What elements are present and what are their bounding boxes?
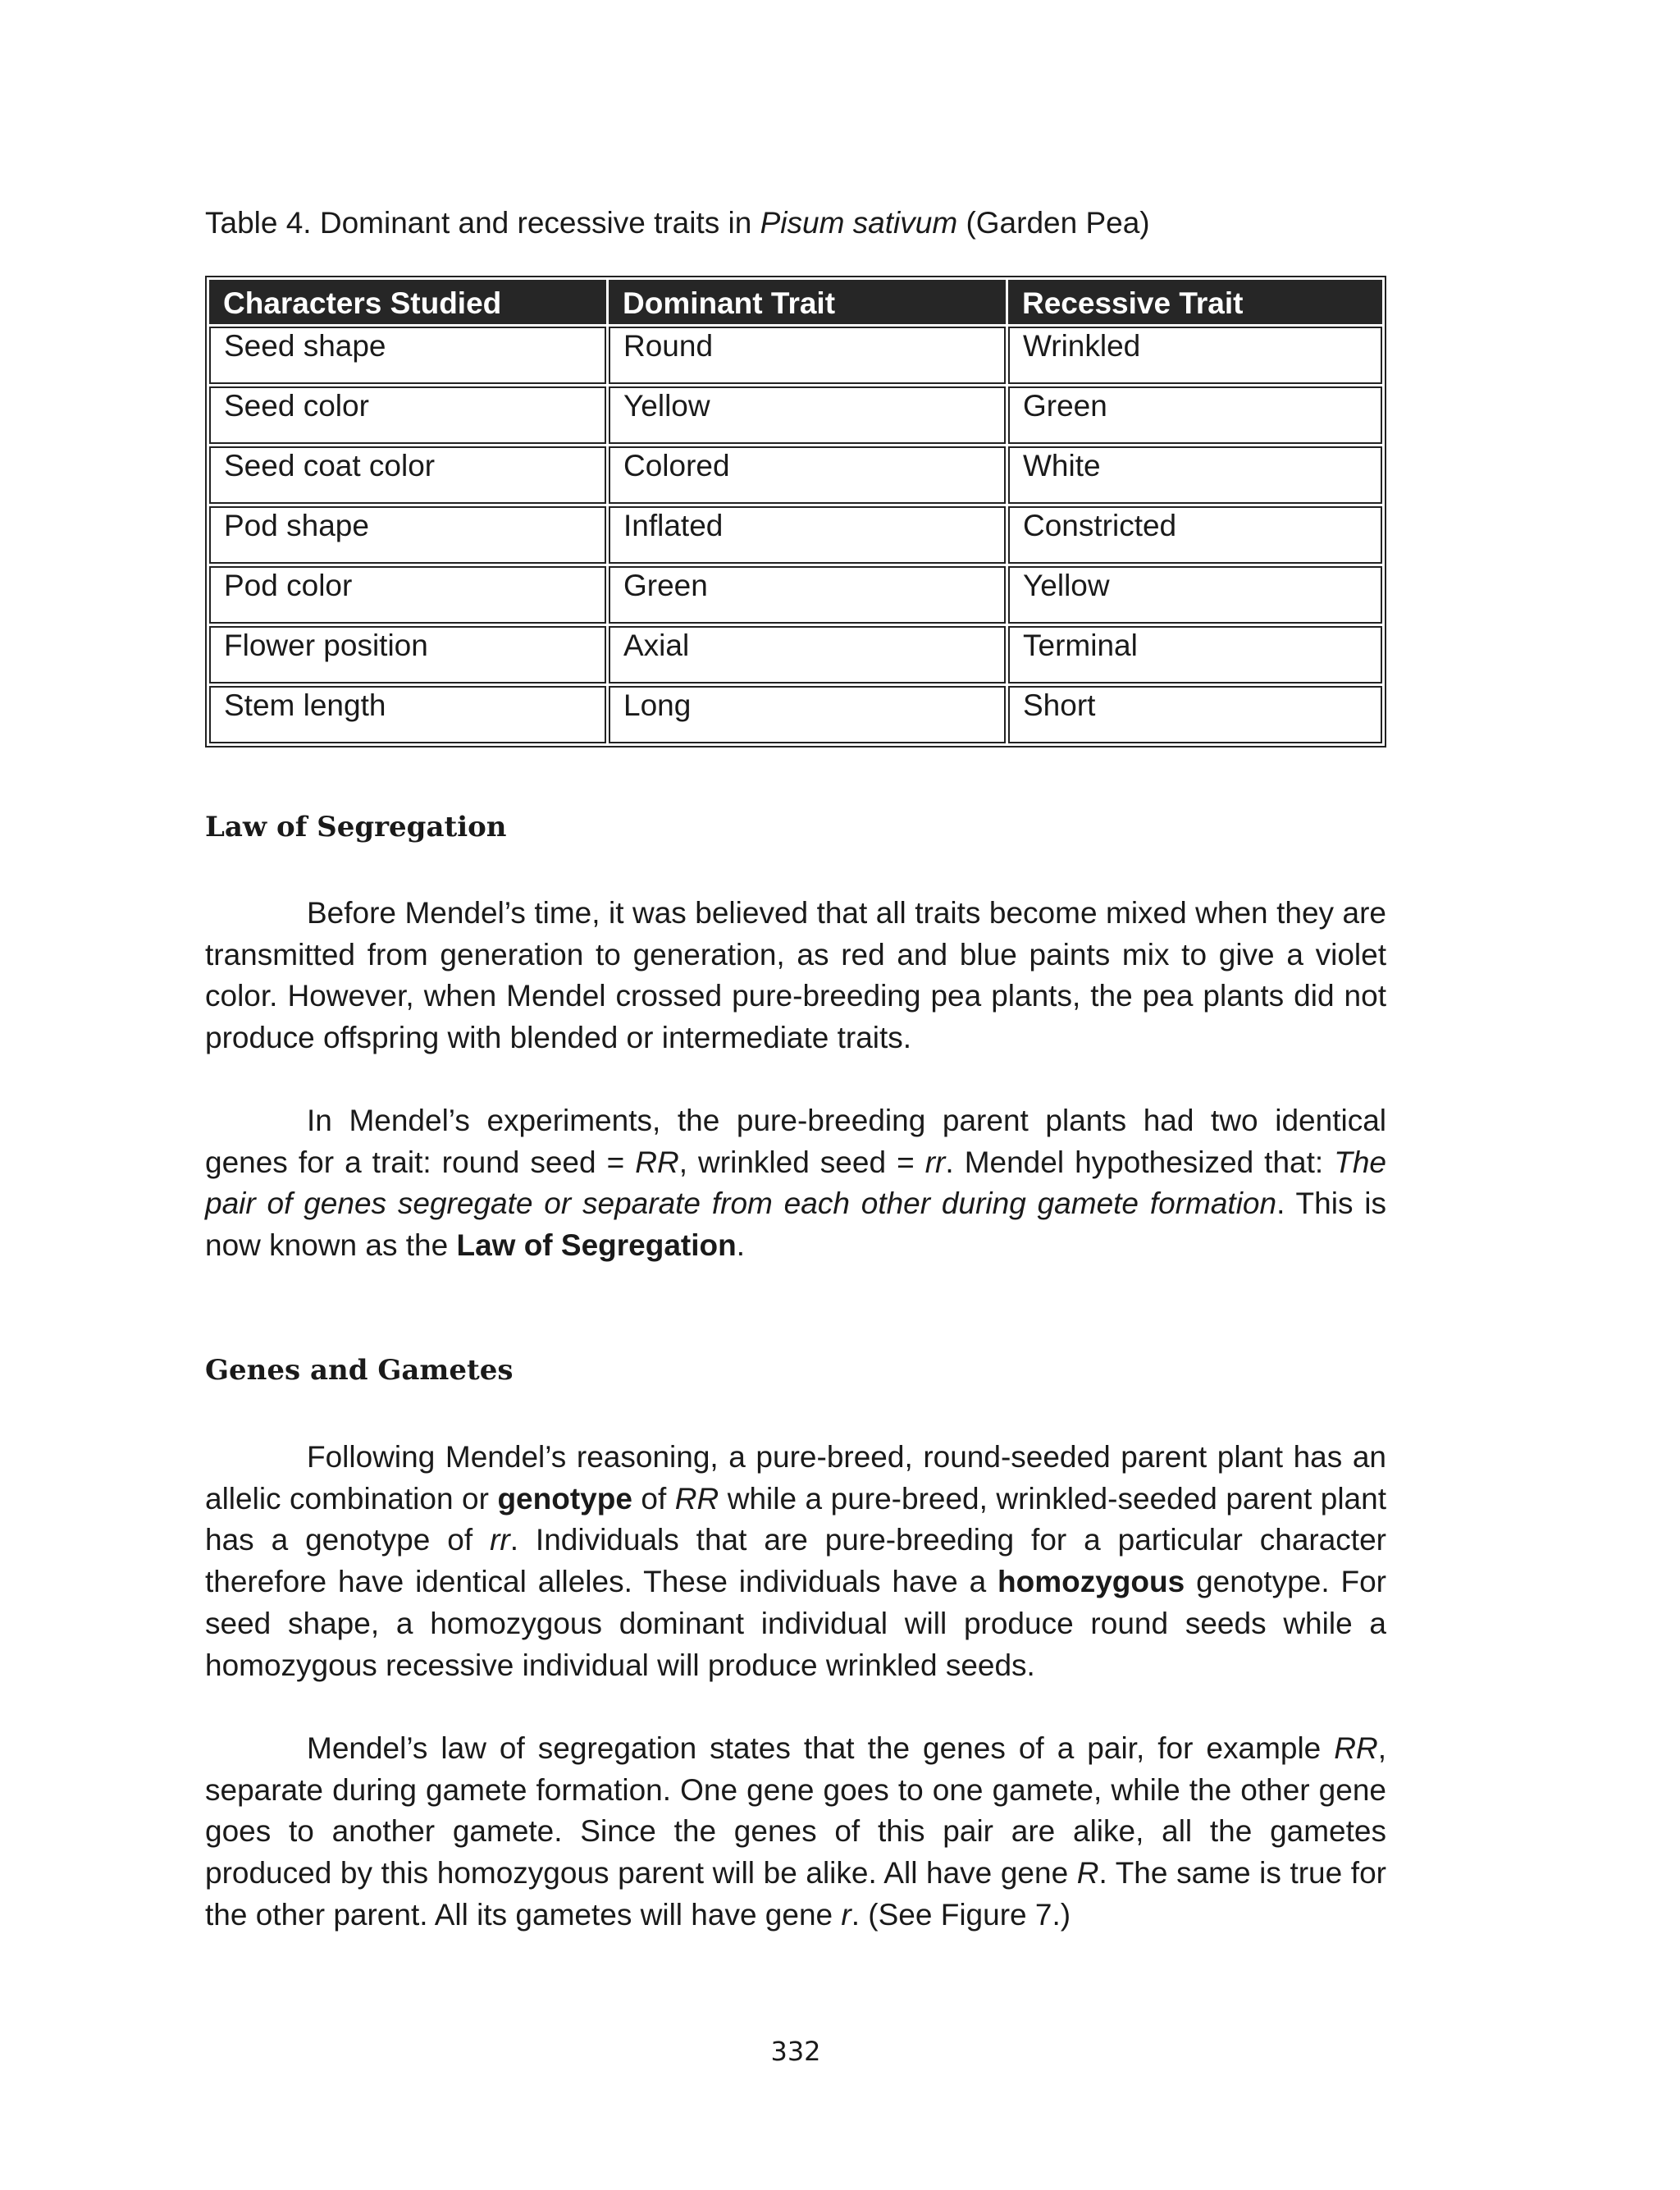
cell-recessive: Green [1008, 386, 1382, 444]
text-run: of [632, 1481, 675, 1516]
text-run: , separate during gamete formation. One gene goes to one gamete, while the other gene goes to another gamete. Since the genes of this pair are alike, all the gametes produced by this homozygous parent will be alike. All have gene [205, 1731, 1386, 1891]
table-row [209, 626, 1382, 684]
table-header-row [209, 280, 1382, 324]
genotype-symbol: rr [924, 1145, 946, 1179]
hypothesis-statement: The pair of genes segregate or separate from each other during gamete formation [205, 1145, 1386, 1221]
cell-dominant: Inflated [609, 506, 1006, 564]
table-row [209, 566, 1382, 624]
page-number: 332 [770, 2036, 821, 2067]
text-run: genotype. For seed shape, a homozygous dominant individual will produce round seeds while a homozygous recessive individual will produce wrinkled seeds. [205, 1565, 1386, 1682]
table-row [209, 686, 1382, 743]
cell-dominant: Colored [609, 446, 1006, 504]
cell-character: Seed color [209, 386, 606, 444]
genotype-symbol: RR [674, 1481, 719, 1516]
genotype-symbol: rr [490, 1523, 510, 1557]
cell-recessive: White [1008, 446, 1382, 504]
gene-symbol: R [1076, 1856, 1099, 1891]
cell-character: Stem length [209, 686, 606, 743]
text-run: . (See Figure 7.) [851, 1897, 1071, 1932]
cell-character: Seed coat color [209, 446, 606, 504]
header-dominant: Dominant Trait [609, 280, 1006, 324]
cell-recessive: Wrinkled [1008, 327, 1382, 384]
caption-species: Pisum sativum [760, 206, 958, 240]
caption-prefix: Table 4. Dominant and recessive traits in [205, 206, 760, 240]
cell-dominant: Yellow [609, 386, 1006, 444]
table-row [209, 327, 1382, 384]
text-run: . The same is true for the other parent. All its gametes will have gene [205, 1856, 1386, 1932]
text-run: . This is now known as the [205, 1186, 1386, 1263]
text-run: . Individuals that are pure-breeding for a particular character therefore have identical alleles. These individuals have a [205, 1523, 1386, 1599]
paragraph-blending: Before Mendel’s time, it was believed that all traits become mixed when they are transmitted from generation to generation, as red and blue paints mix to give a violet color. However, when Mendel crossed pure-breeding pea plants, the pea plants did not produce offspring with blended or intermediate traits. [205, 896, 1386, 1055]
table-caption [205, 203, 1150, 243]
term-homozygous: homozygous [998, 1565, 1185, 1599]
cell-dominant: Round [609, 327, 1006, 384]
term-genotype: genotype [497, 1481, 632, 1516]
text-run: . Mendel hypothesized that: [945, 1145, 1335, 1179]
cell-character: Pod shape [209, 506, 606, 564]
header-recessive: Recessive Trait [1008, 280, 1382, 324]
gene-symbol: r [841, 1897, 851, 1932]
genotype-symbol: RR [1334, 1731, 1378, 1765]
cell-character: Flower position [209, 626, 606, 684]
cell-recessive: Terminal [1008, 626, 1382, 684]
law-term: Law of Segregation [456, 1228, 737, 1263]
cell-character: Pod color [209, 566, 606, 624]
table-row [209, 446, 1382, 504]
genotype-symbol: RR [635, 1145, 679, 1179]
table-row [209, 506, 1382, 564]
text-run: In Mendel’s experiments, the pure-breeding parent plants had two identical genes for a trait: round seed = [205, 1104, 1386, 1179]
header-characters: Characters Studied [209, 280, 606, 324]
text-run: . [736, 1228, 746, 1263]
paragraph-segregation-gametes [205, 1728, 1386, 1936]
paragraph-genotype [205, 1437, 1386, 1686]
cell-recessive: Yellow [1008, 566, 1382, 624]
cell-recessive: Constricted [1008, 506, 1382, 564]
traits-table [205, 276, 1386, 748]
text-run: while a pure-breed, wrinkled-seeded parent plant has a genotype of [205, 1481, 1386, 1557]
table-row [209, 386, 1382, 444]
cell-dominant: Axial [609, 626, 1006, 684]
paragraph-mendel-hypothesis [205, 1100, 1386, 1267]
cell-dominant: Long [609, 686, 1006, 743]
cell-dominant: Green [609, 566, 1006, 624]
text-run: Following Mendel’s reasoning, a pure-breed, round-seeded parent plant has an allelic combination or [205, 1440, 1386, 1516]
cell-character: Seed shape [209, 327, 606, 384]
text-run: , wrinkled seed = [678, 1145, 925, 1179]
caption-suffix: (Garden Pea) [957, 206, 1150, 240]
text-run: Mendel’s law of segregation states that the genes of a pair, for example [307, 1731, 1335, 1765]
cell-recessive: Short [1008, 686, 1382, 743]
section-heading-genes-and-gametes: Genes and Gametes [205, 1354, 514, 1387]
section-heading-law-of-segregation: Law of Segregation [205, 811, 507, 844]
